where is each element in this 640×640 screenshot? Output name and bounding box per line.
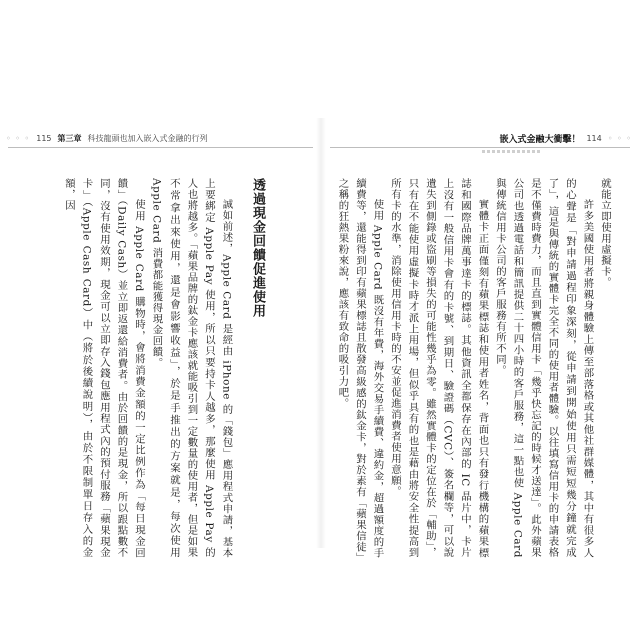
paragraph: 就能立即使用虛擬卡。 xyxy=(599,178,611,288)
right-page-body xyxy=(336,178,613,558)
left-page-body xyxy=(40,178,280,558)
right-header-rule xyxy=(330,147,630,148)
left-header-rule xyxy=(8,147,313,148)
header-dots: ◦ ◦ ◦ xyxy=(607,133,632,143)
paragraph: 使用 Apple Card 既沒有年費，海外交易手續費、違約金，超過額度的手續費等，還能得到印有蘋果標誌且散發高級感的鈦金卡，對於素有「蘋果信徒」之稱的狂熱果粉來說，應該有致命的吸引力吧。 xyxy=(336,178,384,558)
header-decoration xyxy=(482,150,542,153)
page-gutter xyxy=(316,118,326,548)
section-heading: 透過現金回饋促進使用 xyxy=(250,178,265,318)
paragraph: 使用 Apple Card 購物時，會將消費金額的一定比例作為「每日現金回饋」（Daily Cash）並立即返還給消費者。由於回饋的是現金，所以跟點數不同，沒有使用效期，現金可以立即存入錢包應用程式內的預付服務「蘋果現金卡」（Apple Cash Card）中（將於後續說明），由於不限制單日存入的金額，因 xyxy=(63,178,145,558)
right-page-header xyxy=(499,131,632,145)
left-page-header xyxy=(6,131,208,145)
left-page-number: 115 xyxy=(36,133,52,143)
header-dots: ◦ ◦ ◦ xyxy=(6,133,31,143)
paragraph: 誠如前述，Apple Card 是經由 iPhone 的「錢包」應用程式申請，基本上要綁定 Apple Pay 使用，所以只要持卡人越多，那麼使用 Apple Pay 的人也將越多。「蘋果品牌的鈦金卡應該就能吸引到一定數量的使用者，但是如果不常拿出來使用，還是會影響收益」，於是手推出的方案就是，每次使用 Apple Card 消費都能獲得現金回饋。 xyxy=(150,178,233,558)
paragraph: 許多美國使用者將親身體驗上傳至部落格或其他社群媒體，其中有很多人的心聲是「對申請過程印象深刻，從申請到開始使用只需短短幾分鐘就完成了」，這是與傳統的實體卡完全不同的使用者體驗。以往填寫信用卡的申請表格是不僅費時費力，而且直到實體信用卡「幾乎快忘記的時候才送達」。此外蘋果公司也透過電話和簡訊提供二十四小時的客戶服務，這一點也使 Apple Card 與傳統信用卡公司的客戶服務有所不同。 xyxy=(494,178,594,558)
chapter-label: 第三章 xyxy=(57,132,82,143)
paragraph: 實體卡正面僅刻有蘋果標誌和使用者姓名，背面也只有發行機構的蘋果標誌和國際品牌萬事達卡的標誌。其他資訊全都保存在內部的 IC 晶片中，卡片上沒有一般信用卡會有的卡號、到期日、驗證碼（CVC）、簽名欄等，可以說遺失到側錄或盜刷等損失的可能性幾乎為零。雖然實體卡的定位在於「輔助」，只有在不能使用虛擬卡時才派上用場，但似乎具有的也是藉由將安全性提高到所有卡的水準，消除使用信用卡時的不安並促進消費者使用意願。 xyxy=(389,178,489,558)
right-page-number: 114 xyxy=(586,133,602,143)
book-title: 嵌入式金融大衝擊！ xyxy=(499,134,581,145)
chapter-title: 科技龍頭也加入嵌入式金融的行列 xyxy=(87,133,208,143)
